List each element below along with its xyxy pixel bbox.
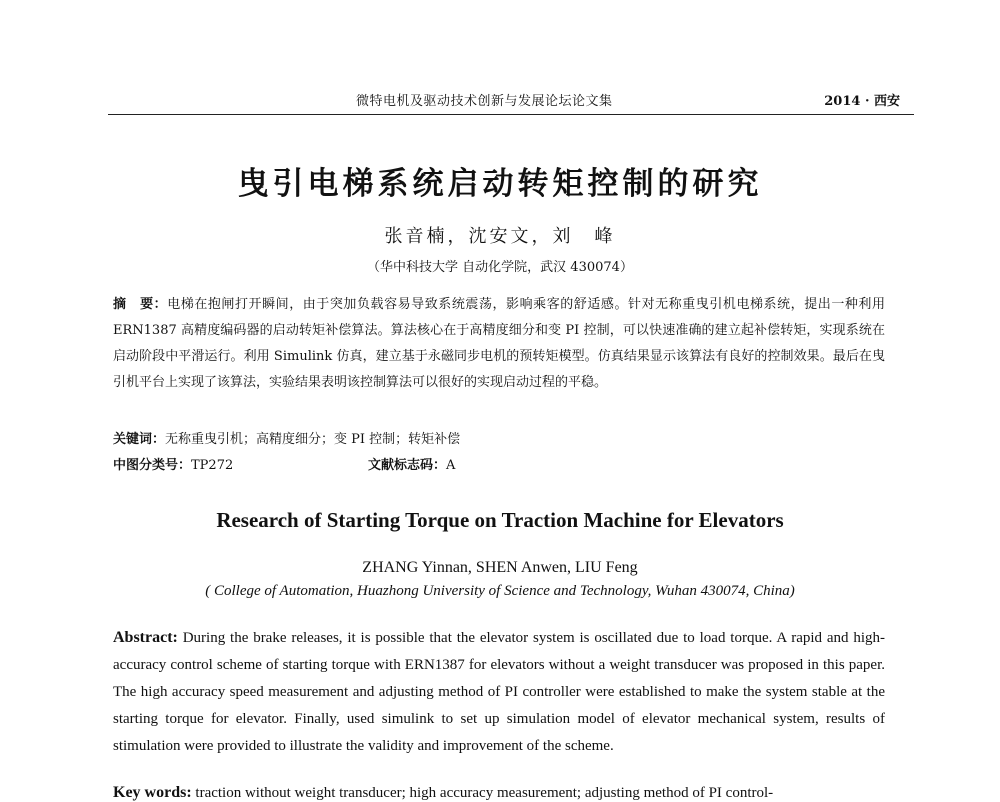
- english-keywords-text: traction without weight transducer; high accuracy measurement; adjusting method of PI control-: [191, 785, 774, 801]
- class-number-label: 中图分类号：: [113, 458, 192, 473]
- english-authors: ZHANG Yinnan, SHEN Anwen, LIU Feng: [362, 559, 638, 576]
- document-code-row: [368, 454, 455, 473]
- english-affiliation: ( College of Automation, Huazhong University of Science and Technology, Wuhan 430074, China): [205, 583, 795, 599]
- year-location: 2014 · 西安: [824, 94, 900, 109]
- chinese-abstract: [113, 292, 885, 396]
- classification-row: [113, 454, 233, 473]
- chinese-keywords: [113, 428, 460, 447]
- chinese-affiliation: （华中科技大学 自动化学院，武汉 430074）: [367, 260, 633, 275]
- document-code-value: A: [446, 458, 456, 473]
- chinese-keywords-text: 无称重曳引机；高精度细分；变 PI 控制；转矩补偿: [165, 432, 461, 447]
- english-keywords-label: Key words:: [113, 784, 192, 801]
- chinese-authors: 张音楠，沈安文，刘 峰: [384, 226, 616, 247]
- running-header: [108, 86, 914, 115]
- english-abstract-text: During the brake releases, it is possible that the elevator system is oscillated due to load torque. A rapid and high-accuracy control scheme of starting torque with ERN1387 for elevators without a weight transducer was proposed in this paper. The high accuracy speed measurement and adjusting method of PI controller were established to make the system stable at the starting torque for elevator. Finally, used simulink to set up simulation model of elevator mechanical system, results of stimulation were provided to illustrate the validity and improvement of the scheme.: [113, 630, 885, 754]
- chinese-title: 曳引电梯系统启动转矩控制的研究: [237, 166, 763, 202]
- chinese-abstract-text: 电梯在抱闸打开瞬间，由于突加负载容易导致系统震荡，影响乘客的舒适感。针对无称重曳引机电梯系统，提出一种利用 ERN1387 高精度编码器的启动转矩补偿算法。算法核心在于高精度细分和变 PI 控制，可以快速准确的建立起补偿转矩，实现系统在启动阶段中平滑运行。利用 Simulink 仿真，建立基于永磁同步电机的预转矩模型。仿真结果显示该算法有良好的控制效果。最后在曳引机平台上实现了该算法，实验结果表明该控制算法可以很好的实现启动过程的平稳。: [113, 297, 885, 390]
- english-abstract: [113, 624, 885, 760]
- english-abstract-label: Abstract:: [113, 629, 178, 646]
- document-code-label: 文献标志码：: [368, 458, 447, 473]
- english-keywords: [113, 784, 913, 802]
- english-title: Research of Starting Torque on Traction Machine for Elevators: [216, 508, 784, 532]
- class-number-value: TP272: [191, 458, 234, 473]
- chinese-abstract-label: 摘 要：: [113, 297, 168, 312]
- journal-name: 微特电机及驱动技术创新与发展论坛论文集: [356, 94, 613, 109]
- chinese-keywords-label: 关键词：: [113, 432, 166, 447]
